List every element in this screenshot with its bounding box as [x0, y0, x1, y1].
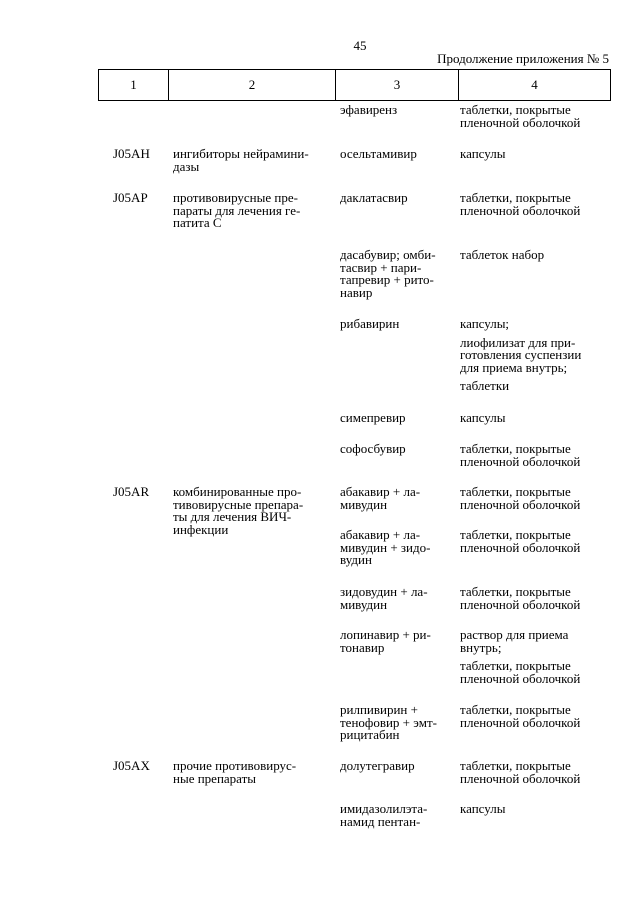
column-header-3: 3	[336, 70, 459, 101]
group-name-cell: прочие противовирус- ные препараты	[173, 758, 297, 786]
page-number: 45	[353, 38, 367, 53]
dosage-forms-cell	[460, 529, 610, 560]
group-name-cell: комбинированные про- тивовирусные препара- ты для лечения ВИЧ- инфекции	[173, 484, 304, 537]
dosage-form: таблетки, покрытые пленочной оболочкой	[460, 484, 581, 512]
dosage-forms-cell	[460, 629, 610, 691]
drug-name-cell: лопинавир + ри- тонавир	[340, 627, 431, 655]
dosage-forms-cell	[460, 148, 610, 167]
drug-name-cell: рилпивирин + тенофовир + эмт- рицитабин	[340, 702, 437, 742]
dosage-forms-cell	[460, 104, 610, 135]
drug-name-cell: рибавирин	[340, 316, 400, 331]
dosage-form: таблетки, покрытые пленочной оболочкой	[460, 584, 581, 612]
drug-name-cell: имидазолилэта- намид пентан-	[340, 801, 428, 829]
drug-name-cell: осельтамивир	[340, 146, 417, 161]
dosage-form: таблетки, покрытые пленочной оболочкой	[460, 658, 581, 686]
column-header-1: 1	[99, 70, 169, 101]
dosage-forms-cell	[460, 803, 610, 822]
dosage-forms-cell	[460, 760, 610, 791]
dosage-forms-cell	[460, 192, 610, 223]
atc-code-cell: J05AP	[113, 190, 148, 205]
dosage-form: таблетки	[460, 378, 510, 393]
atc-code-cell: J05AR	[113, 484, 150, 499]
dosage-form: лиофилизат для при- готовления суспензии для приема внутрь;	[460, 334, 582, 375]
dosage-forms-cell	[460, 443, 610, 474]
group-name-cell: противовирусные пре- параты для лечения ге- патита С	[173, 190, 301, 230]
drug-name-cell: эфавиренз	[340, 102, 398, 117]
dosage-forms-cell	[460, 704, 610, 735]
drug-name-cell: долутегравир	[340, 758, 415, 773]
drug-name-cell: софосбувир	[340, 441, 406, 456]
continuation-note: Продолжение приложения № 5	[437, 51, 609, 66]
drug-name-cell: дасабувир; омби- тасвир + пари- тапревир + рито- навир	[340, 247, 436, 300]
dosage-form: таблетки, покрытые пленочной оболочкой	[460, 758, 581, 786]
dosage-form: таблетки, покрытые пленочной оболочкой	[460, 527, 581, 555]
dosage-form: таблетки, покрытые пленочной оболочкой	[460, 102, 581, 130]
dosage-form: таблетки, покрытые пленочной оболочкой	[460, 441, 581, 469]
dosage-forms-cell	[460, 486, 610, 517]
dosage-form: капсулы	[460, 801, 506, 816]
drug-name-cell: абакавир + ла- мивудин	[340, 484, 421, 512]
atc-code-cell: J05AH	[113, 146, 150, 161]
drug-name-cell: симепревир	[340, 410, 406, 425]
dosage-forms-cell	[460, 318, 610, 399]
drug-name-cell: абакавир + ла- мивудин + зидо- вудин	[340, 527, 431, 567]
column-header-2: 2	[169, 70, 336, 101]
dosage-form: раствор для приема внутрь;	[460, 627, 569, 655]
dosage-form: таблетки, покрытые пленочной оболочкой	[460, 190, 581, 218]
dosage-form: капсулы;	[460, 316, 510, 331]
dosage-form: таблетки, покрытые пленочной оболочкой	[460, 702, 581, 730]
group-name-cell: ингибиторы нейрамини- дазы	[173, 146, 309, 174]
dosage-form: капсулы	[460, 146, 506, 161]
dosage-forms-cell	[460, 412, 610, 431]
drug-name-cell: зидовудин + ла- мивудин	[340, 584, 428, 612]
dosage-form: таблеток набор	[460, 247, 545, 262]
atc-code-cell: J05AX	[113, 758, 150, 773]
dosage-forms-cell	[460, 249, 610, 268]
dosage-forms-cell	[460, 586, 610, 617]
column-header-4: 4	[459, 70, 611, 101]
dosage-form: капсулы	[460, 410, 506, 425]
drug-name-cell: даклатасвир	[340, 190, 408, 205]
